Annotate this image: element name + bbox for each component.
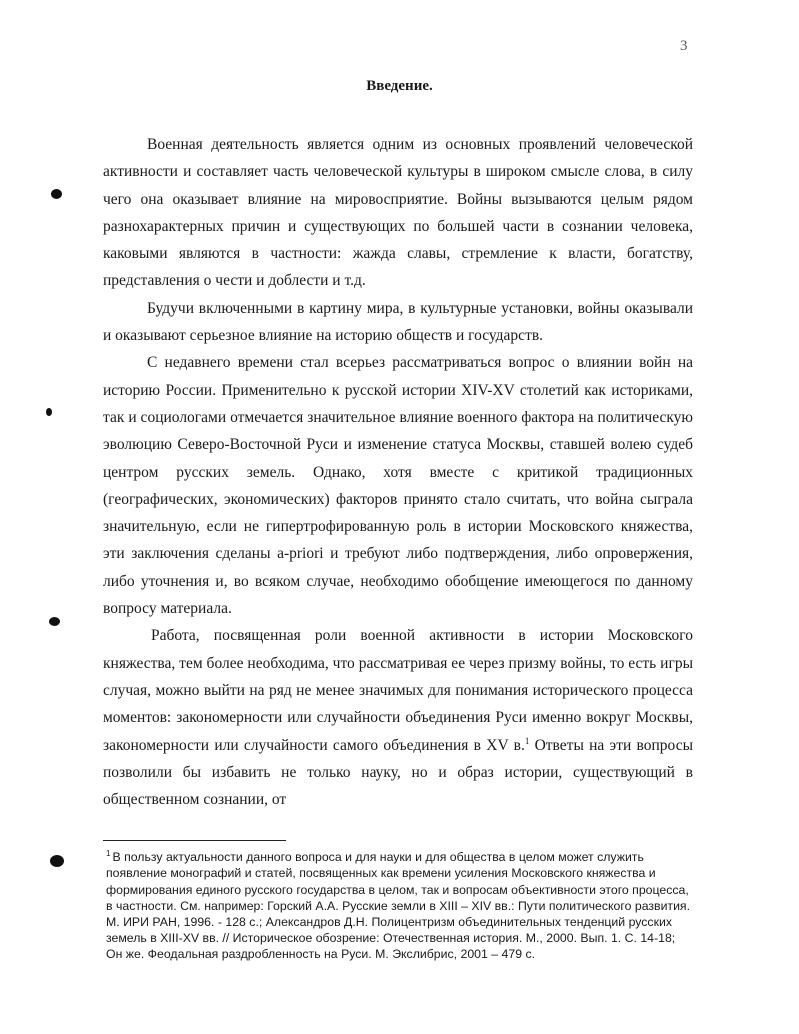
scan-punch-mark-3 — [49, 617, 60, 626]
footnote — [106, 846, 691, 963]
body-text — [103, 131, 693, 813]
scan-punch-mark-4 — [50, 855, 64, 867]
paragraph-4-text: Работа, посвященная роли военной активности в истории Московского княжества, тем более необходима, что рассматривая ее через призму войны, то есть игры случая, можно выйти на ряд не менее значимых для понимания исторического процесса моментов: закономерности или случайности объединения Руси именно вокруг Москвы, закономерности или случайности самого объединения в XV в. — [103, 627, 693, 754]
paragraph-4 — [103, 622, 693, 813]
scan-punch-mark-1 — [51, 189, 62, 199]
paragraph-1: Военная деятельность является одним из основных проявлений человеческой активности и составляет часть человеческой культуры в широком смысле слова, в силу чего она оказывает влияние на мировосприятие. Войны вызываются целым рядом разнохарактерных причин и существующих по большей части в сознании человека, каковыми являются в частности: жажда славы, стремление к власти, богатству, представления о чести и доблести и т.д. — [103, 136, 693, 290]
paragraph-3: С недавнего времени стал всерьез рассматриваться вопрос о влиянии войн на историю России. Применительно к русской истории XIV-XV столетий как историками, так и социологами отмечается значительное влияние военного фактора на политическую эволюцию Северо-Восточной Руси и изменение статуса Москвы, ставшей волею судеб центром русских земель. Однако, хотя вместе с критикой традиционных (географических, экономических) факторов принято стало считать, что война сыграла значительную, если не гипертрофированную роль в истории Московского княжества, эти заключения сделаны a-priori и требуют либо подтверждения, либо опровержения, либо уточнения и, во всяком случае, необходимо обобщение имеющегося по данному вопросу материала. — [103, 354, 693, 618]
paragraph-4-continuation: Ответы на эти вопросы позволили бы избавить не только науку, но и образ истории, существующий в общественном сознании, от — [103, 736, 693, 809]
page-title: Введение. — [366, 78, 433, 94]
paragraph-2: Будучи включенными в картину мира, в культурные установки, войны оказывали и оказывают серьезное влияние на историю обществ и государств. — [103, 299, 693, 345]
footnote-mark: 1 — [106, 849, 111, 858]
page-number: 3 — [680, 38, 688, 54]
footnote-text: В пользу актуальности данного вопроса и для науки и для общества в целом может служить появление монографий и статей, посвященных как времени усиления Московского княжества и формирования единого русского государства в целом, так и вопросам объективности этого процесса, в частности. См. например: Горский А.А. Русские земли в XIII – XIV вв.: Пути политического развития. М. ИРИ РАН, 1996. - 128 с.; Александров Д.Н. Полицентризм объединительных тенденций русских земель в XIII-XV вв. // Историческое обозрение: Отечественная история. М., 2000. Вып. 1. С. 14-18; Он же. Феодальная раздробленность на Руси. М. Экслибрис, 2001 – 479 с. — [106, 850, 691, 962]
scan-punch-mark-2 — [46, 408, 52, 416]
footnote-reference: 1 — [524, 735, 530, 746]
footnote-divider — [103, 840, 286, 841]
